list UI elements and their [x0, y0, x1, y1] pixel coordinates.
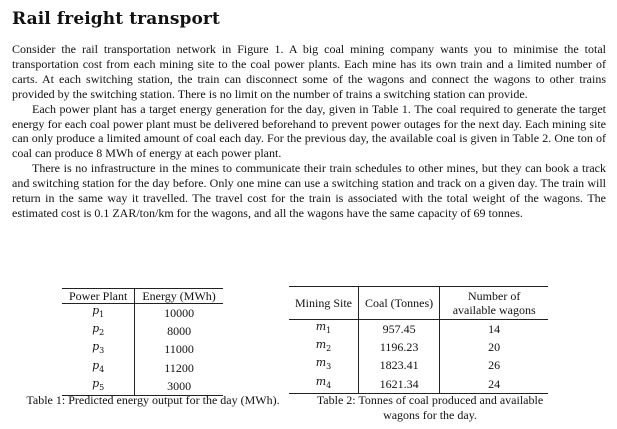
coal-cell: 957.45	[359, 320, 440, 339]
wagons-cell: 14	[440, 320, 549, 339]
energy-cell: 3000	[135, 377, 223, 396]
body-text	[12, 42, 606, 221]
wagons-cell: 26	[440, 356, 549, 374]
section-heading: Rail freight transport	[12, 9, 220, 29]
column-header-coal: Coal (Tonnes)	[359, 287, 440, 320]
plant-cell: $p_3$	[92, 340, 105, 356]
table-row	[289, 375, 548, 394]
site-cell: $m_2$	[315, 338, 332, 354]
paragraph: Each power plant has a target energy generation for the day, given in Table 1. The coal required to generate the target energy for each coal power plant must be delivered beforehand to prevent power outages for the next day. Each mining site can only produce a limited amount of coal each day. For the previous day, the available coal is given in Table 2. One ton of coal can produce 8 MWh of energy at each power plant.	[12, 101, 606, 161]
energy-cell: 11000	[135, 340, 223, 358]
wagons-cell: 24	[440, 375, 549, 394]
energy-cell: 8000	[135, 322, 223, 340]
wagons-cell: 20	[440, 338, 549, 356]
column-header-power-plant: Power Plant	[69, 289, 128, 303]
paragraph: There is no infrastructure in the mines to communicate their train schedules to other mines, but they can book a track and switching station for the day before. Only one mine can use a switching station and track on a given day. The train will return in the same way it travelled. The travel cost for the train is associated with the total weight of the wagons. The estimated cost is 0.1 ZAR/ton/km for the wagons, and all the wagons have the same capacity of 69 tonnes.	[12, 161, 606, 220]
energy-table	[62, 288, 223, 396]
plant-cell: $p_4$	[92, 358, 105, 374]
coal-cell: 1823.41	[359, 356, 440, 374]
column-header-wagons: Number of available wagons	[440, 287, 549, 320]
plant-cell: $p_2$	[92, 322, 105, 338]
coal-cell: 1196.23	[359, 338, 440, 356]
table-row	[62, 340, 223, 358]
table-row	[289, 320, 548, 339]
coal-cell: 1621.34	[359, 375, 440, 394]
table-row	[62, 304, 223, 323]
site-cell: $m_1$	[315, 320, 332, 336]
table-header-row	[62, 289, 223, 304]
table-header-row	[289, 287, 548, 320]
energy-cell: 10000	[135, 304, 223, 323]
site-cell: $m_3$	[315, 356, 332, 372]
energy-cell: 11200	[135, 359, 223, 377]
table-1-caption: Table 1: Predicted energy output for the day (MWh).	[26, 393, 280, 407]
table-row	[289, 338, 548, 356]
site-cell: $m_4$	[315, 374, 332, 390]
column-header-mining-site: Mining Site	[295, 296, 353, 310]
column-header-energy: Energy (MWh)	[135, 289, 223, 304]
paragraph: Consider the rail transportation network in Figure 1. A big coal mining company wants you to minimise the total transportation cost from each mining site to the coal power plants. Each mine has its own train and a limited number of carts. At each switching station, the train can disconnect some of the wagons and connect the wagons to other trains provided by the switching station. There is no limit on the number of trains a switching station can provide.	[12, 42, 606, 101]
coal-table	[289, 286, 548, 394]
table-row	[62, 359, 223, 377]
table-row	[62, 322, 223, 340]
table-2-caption: Table 2: Tonnes of coal produced and available wagons for the day.	[316, 393, 544, 422]
table-row	[289, 356, 548, 374]
plant-cell: $p_1$	[92, 304, 105, 320]
plant-cell: $p_5$	[92, 376, 105, 392]
